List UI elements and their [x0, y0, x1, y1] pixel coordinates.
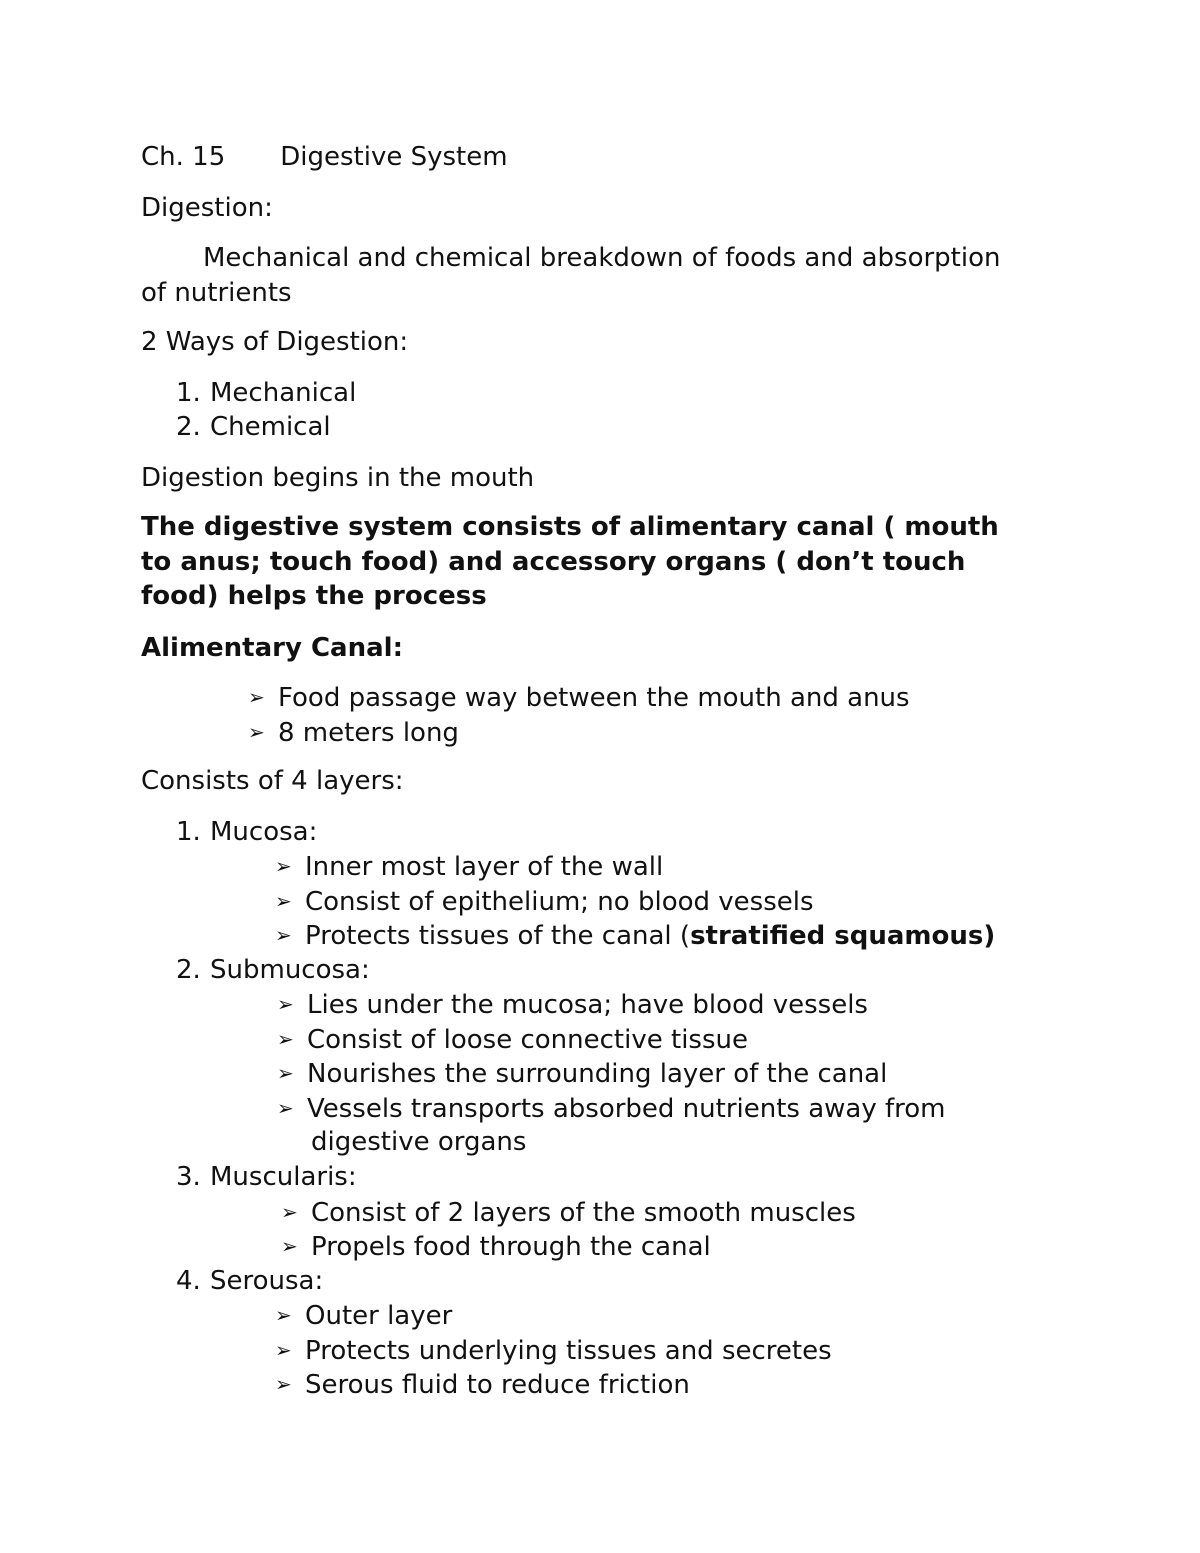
list-number: 1.	[176, 378, 201, 408]
digestion-definition-line2: of nutrients	[141, 278, 292, 308]
arrow-bullet-icon: ➢	[248, 720, 265, 744]
arrow-bullet-icon: ➢	[275, 1372, 292, 1396]
serousa-bullet-2	[275, 1335, 832, 1366]
bullet-text: 8 meters long	[278, 718, 459, 748]
list-number: 4.	[176, 1266, 201, 1296]
arrow-bullet-icon: ➢	[248, 685, 265, 709]
list-item-text: Chemical	[210, 412, 331, 442]
bullet-text: Propels food through the canal	[311, 1232, 711, 1262]
bullet-text: Vessels transports absorbed nutrients away from	[307, 1094, 946, 1124]
list-number: 2.	[176, 955, 201, 985]
list-item-text: Mechanical	[210, 378, 357, 408]
arrow-bullet-icon: ➢	[275, 1303, 292, 1327]
mucosa-bullet-1	[275, 851, 663, 882]
layer-muscularis	[176, 1162, 357, 1192]
bullet-text: Inner most layer of the wall	[305, 852, 664, 882]
list-number: 3.	[176, 1162, 201, 1192]
arrow-bullet-icon: ➢	[277, 1027, 294, 1051]
layer-name: Muscularis:	[210, 1162, 357, 1192]
summary-line2: to anus; touch food) and accessory organs ( don’t touch	[141, 547, 966, 577]
list-number: 1.	[176, 817, 201, 847]
bullet-text: Consist of loose connective tissue	[307, 1025, 748, 1055]
layer-name: Mucosa:	[210, 817, 318, 847]
arrow-bullet-icon: ➢	[277, 1061, 294, 1085]
bullet-text: Lies under the mucosa; have blood vessels	[307, 990, 868, 1020]
layer-submucosa	[176, 955, 370, 985]
bullet-text: Nourishes the surrounding layer of the canal	[307, 1059, 888, 1089]
bullet-text: Consist of 2 layers of the smooth muscles	[311, 1198, 856, 1228]
submucosa-bullet-4	[277, 1093, 946, 1124]
summary-line3: food) helps the process	[141, 581, 487, 611]
layer-mucosa	[176, 817, 317, 847]
bullet-text: Consist of epithelium; no blood vessels	[305, 887, 814, 917]
ways-heading: 2 Ways of Digestion:	[141, 327, 409, 357]
layer-serousa	[176, 1266, 323, 1296]
alimentary-heading: Alimentary Canal:	[141, 633, 403, 663]
submucosa-bullet-4-continuation: digestive organs	[311, 1127, 527, 1157]
alimentary-bullet-1	[248, 682, 910, 713]
bullet-text: Protects underlying tissues and secretes	[305, 1336, 832, 1366]
muscularis-bullet-2	[281, 1231, 711, 1262]
bullet-text: Protects tissues of the canal (	[305, 921, 691, 951]
layers-heading: Consists of 4 layers:	[141, 766, 404, 796]
layer-name: Submucosa:	[210, 955, 370, 985]
arrow-bullet-icon: ➢	[275, 854, 292, 878]
list-number: 2.	[176, 412, 201, 442]
ways-item-2	[176, 412, 331, 442]
arrow-bullet-icon: ➢	[281, 1234, 298, 1258]
bullet-text: Serous fluid to reduce friction	[305, 1370, 690, 1400]
mucosa-bullet-3	[275, 920, 995, 951]
chapter-header	[141, 142, 508, 172]
submucosa-bullet-3	[277, 1058, 887, 1089]
bullet-text: Outer layer	[305, 1301, 453, 1331]
mucosa-bullet-2	[275, 886, 814, 917]
alimentary-bullet-2	[248, 717, 459, 748]
digestion-begins-text: Digestion begins in the mouth	[141, 463, 535, 493]
digestion-heading: Digestion:	[141, 193, 273, 223]
arrow-bullet-icon: ➢	[275, 889, 292, 913]
digestion-definition-line1: Mechanical and chemical breakdown of foods and absorption	[203, 243, 1001, 273]
bullet-bold-text: stratified squamous)	[690, 921, 996, 951]
chapter-number: Ch. 15	[141, 142, 226, 172]
summary-line1: The digestive system consists of alimentary canal ( mouth	[141, 512, 999, 542]
muscularis-bullet-1	[281, 1197, 856, 1228]
serousa-bullet-3	[275, 1369, 690, 1400]
chapter-title: Digestive System	[280, 142, 508, 172]
arrow-bullet-icon: ➢	[277, 992, 294, 1016]
serousa-bullet-1	[275, 1300, 452, 1331]
layer-name: Serousa:	[210, 1266, 324, 1296]
ways-item-1	[176, 378, 356, 408]
arrow-bullet-icon: ➢	[275, 1338, 292, 1362]
arrow-bullet-icon: ➢	[281, 1200, 298, 1224]
arrow-bullet-icon: ➢	[275, 923, 292, 947]
submucosa-bullet-2	[277, 1024, 748, 1055]
bullet-text: Food passage way between the mouth and anus	[278, 683, 910, 713]
submucosa-bullet-1	[277, 989, 868, 1020]
arrow-bullet-icon: ➢	[277, 1096, 294, 1120]
